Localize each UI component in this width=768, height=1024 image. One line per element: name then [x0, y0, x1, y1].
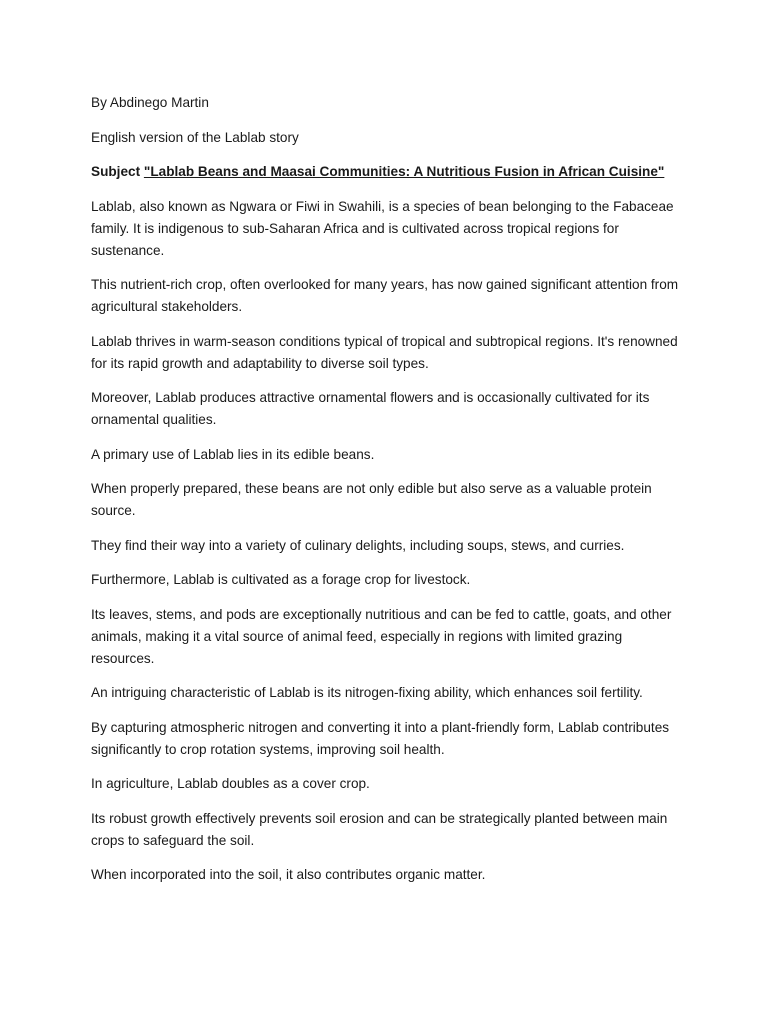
subject-line — [91, 161, 681, 183]
body-paragraph: Its robust growth effectively prevents soil erosion and can be strategically planted between main crops to safeguard the soil. — [91, 810, 668, 848]
body-paragraph: In agriculture, Lablab doubles as a cover crop. — [91, 776, 370, 791]
body-paragraph: They find their way into a variety of culinary delights, including soups, stews, and curries. — [91, 537, 625, 553]
body-paragraph: Moreover, Lablab produces attractive ornamental flowers and is occasionally cultivated for its ornamental qualities. — [91, 390, 650, 427]
subject-title: "Lablab Beans and Maasai Communities: A Nutritious Fusion in African Cuisine" — [143, 164, 665, 179]
body-paragraph: Furthermore, Lablab is cultivated as a forage crop for livestock. — [91, 572, 471, 587]
body-paragraph: Lablab thrives in warm-season conditions typical of tropical and subtropical regions. It's renowned for its rapid growth and adaptability to diverse soil types. — [91, 333, 678, 371]
subject-label: Subject — [91, 164, 141, 179]
body-paragraph: An intriguing characteristic of Lablab is its nitrogen-fixing ability, which enhances soil fertility. — [91, 685, 643, 700]
body-paragraph: Lablab, also known as Ngwara or Fiwi in Swahili, is a species of bean belonging to the Fabaceae family. It is indigenous to sub-Saharan Africa and is cultivated across tropical regions for sustenance. — [91, 198, 674, 258]
body-paragraph: By capturing atmospheric nitrogen and converting it into a plant-friendly form, Lablab contributes significantly to crop rotation systems, improving soil health. — [91, 719, 670, 757]
document-body — [91, 92, 681, 899]
body-paragraph: When incorporated into the soil, it also contributes organic matter. — [91, 867, 486, 882]
body-paragraph: Its leaves, stems, and pods are exceptionally nutritious and can be fed to cattle, goats, and other animals, making it a vital source of animal feed, especially in regions with limited grazing resources. — [91, 606, 672, 666]
version-note: English version of the Lablab story — [91, 129, 299, 145]
body-paragraph: A primary use of Lablab lies in its edible beans. — [91, 446, 375, 462]
body-paragraph: When properly prepared, these beans are not only edible but also serve as a valuable protein source. — [91, 481, 652, 518]
byline: By Abdinego Martin — [91, 95, 209, 110]
body-paragraph: This nutrient-rich crop, often overlooked for many years, has now gained significant attention from agricultural stakeholders. — [91, 277, 679, 314]
